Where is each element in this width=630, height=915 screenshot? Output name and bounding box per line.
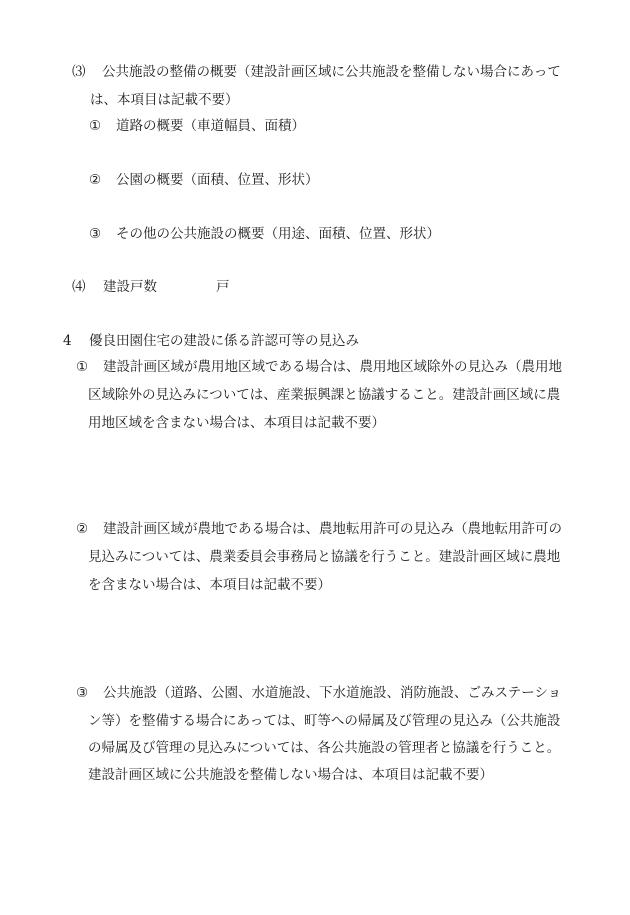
s3-heading-text: 公共施設の整備の概要（建設計画区域に公共施設を整備しない場合にあって (102, 64, 561, 80)
sec4-item2-line2: 見込みについては、農業委員会事務局と協議を行うこと。建設計画区域に農地 (88, 549, 561, 565)
sec4-item3-text1: 公共施設（道路、公園、水道施設、下水道施設、消防施設、ごみステーショ (103, 685, 562, 701)
s3-item-other-text: その他の公共施設の概要（用途、面積、位置、形状） (116, 226, 440, 242)
s3-heading-line1 (72, 63, 561, 81)
sec4-item1-text1: 建設計画区域が農用地区域である場合は、農用地区域除外の見込み（農用地 (103, 359, 562, 375)
s3-item-road (89, 117, 305, 135)
sec4-item2-text1: 建設計画区域が農地である場合は、農地転用許可の見込み（農地転用許可の (103, 521, 562, 537)
sec4-item3-line2: ン等）を整備する場合にあっては、町等への帰属及び管理の見込み（公共施設 (88, 713, 561, 729)
s3-item-other (89, 225, 440, 243)
sec4-item3-line1 (76, 684, 561, 702)
sec4-item1-line1 (76, 358, 562, 376)
s3-heading-line2: は、本項目は記載不要） (90, 92, 239, 108)
sec4-item3-marker: ③ (76, 685, 89, 701)
sec4-item1-line3: 用地区域を含まない場合は、本項目は記載不要） (88, 415, 385, 431)
sec4-heading (63, 332, 359, 350)
s3-item-other-marker: ③ (89, 226, 102, 242)
s3-item-road-marker: ① (89, 118, 102, 134)
s4-unit: 戸 (216, 279, 230, 295)
sec4-item3-line4: 建設計画区域に公共施設を整備しない場合は、本項目は記載不要） (88, 767, 493, 783)
s3-item-road-text: 道路の概要（車道幅員、面積） (116, 118, 305, 134)
sec4-item1-marker: ① (76, 359, 89, 375)
sec4-number: 4 (63, 333, 72, 349)
s3-marker: ⑶ (72, 64, 86, 80)
sec4-item2-line3: を含まない場合は、本項目は記載不要） (88, 577, 331, 593)
s3-item-park-marker: ② (89, 172, 102, 188)
sec4-item3-line3: の帰属及び管理の見込みについては、各公共施設の管理者と協議を行うこと。 (88, 740, 561, 756)
s4-label: 建設戸数 (103, 279, 157, 295)
sec4-item2-marker: ② (76, 521, 89, 537)
sec4-item2-line1 (76, 520, 562, 538)
sec4-title: 優良田園住宅の建設に係る許認可等の見込み (89, 333, 359, 349)
sec4-item1-line2: 区域除外の見込みについては、産業振興課と協議すること。建設計画区域に農 (88, 387, 561, 403)
s3-item-park (89, 171, 319, 189)
s3-item-park-text: 公園の概要（面積、位置、形状） (116, 172, 319, 188)
s4-line (72, 278, 230, 296)
s4-marker: ⑷ (72, 279, 86, 295)
